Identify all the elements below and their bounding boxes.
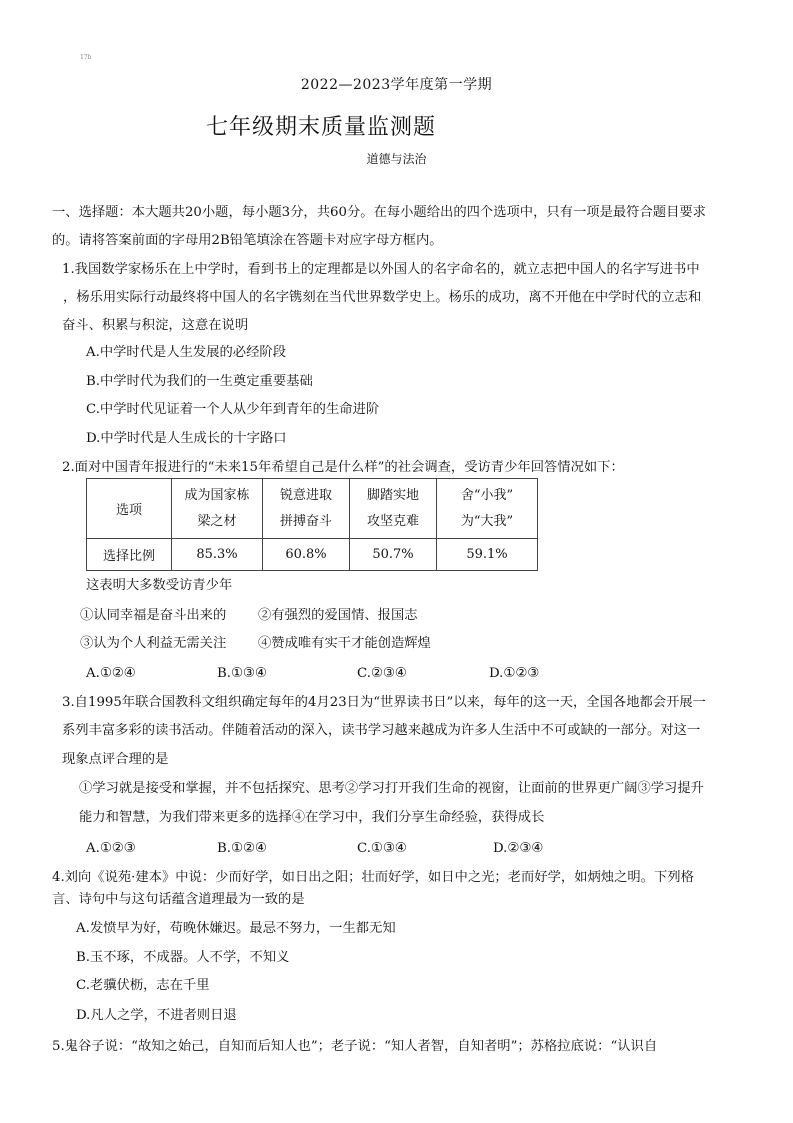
q2-option-d: D.①②③: [489, 666, 540, 681]
q3-stem-line-1: 3.自1995年联合国教科文组织确定每年的4月23日为“世界读书日”以来，每年的这一天，全国各地都会开展一: [62, 695, 706, 710]
q4-option-d: D.凡人之学，不进者则日退: [76, 1008, 237, 1023]
q2-option-c: C.②③④: [357, 666, 407, 681]
survey-column-1-line-2: 梁之材: [197, 513, 237, 529]
q2-statement-1: ①认同幸福是奋斗出来的: [80, 608, 227, 623]
q3-option-a: A.①②③: [86, 841, 136, 856]
section-instruction-line-2: 的。请将答案前面的字母用2B铅笔填涂在答题卡对应字母方框内。: [52, 233, 443, 248]
section-instruction-line-1: 一、选择题：本大题共20小题，每小题3分，共60分。在每小题给出的四个选项中，只有一项是最符合题目要求: [52, 205, 706, 220]
survey-column-2-line-2: 拼搏奋斗: [279, 513, 332, 529]
q2-option-a: A.①②④: [86, 666, 136, 681]
survey-header-row: [87, 479, 538, 539]
school-year-heading: 2022—2023学年度第一学期: [300, 77, 493, 93]
survey-column-4-line-1: 舍“小我”: [460, 487, 514, 503]
survey-column-3: [350, 479, 437, 539]
q3-option-b: B.①②④: [217, 841, 267, 856]
q4-stem-line-1: 4.刘向《说苑·建本》中说：少而好学，如日出之阳；壮而好学，如日中之光；老而好学，如炳烛之明。下列格: [52, 870, 694, 885]
q2-stem: 2.面对中国青年报进行的“未来15年希望自己是什么样”的社会调查，受访青少年回答情况如下：: [62, 460, 624, 475]
q3-option-d: D.②③④: [493, 841, 544, 856]
q4-option-c: C.老骥伏枥，志在千里: [76, 978, 210, 993]
q4-option-b: B.玉不琢，不成器。人不学，不知义: [76, 950, 290, 965]
survey-column-2: [263, 479, 350, 539]
survey-value-1: 85.3%: [172, 539, 263, 571]
q1-option-a: A.中学时代是人生发展的必经阶段: [86, 345, 286, 360]
survey-column-1: [172, 479, 263, 539]
survey-row-label: 选择比例: [87, 539, 172, 571]
q1-stem-line-2: ，杨乐用实际行动最终将中国人的名字镌刻在当代世界数学史上。杨乐的成功，离不开他在中学时代的立志和: [63, 290, 702, 305]
q1-stem-line-3: 奋斗、积累与积淀，这意在说明: [62, 318, 249, 333]
survey-value-2: 60.8%: [263, 539, 350, 571]
survey-column-4-line-2: 为“大我”: [460, 513, 514, 529]
q1-stem-line-1: 1.我国数学家杨乐在上中学时，看到书上的定理都是以外国人的名字命名的，就立志把中国人的名字写进书中: [62, 262, 700, 277]
survey-value-3: 50.7%: [350, 539, 437, 571]
page-mark: 17b: [80, 54, 92, 61]
survey-value-row: [87, 539, 538, 571]
survey-column-3-line-2: 攻坚克难: [366, 513, 419, 529]
subject-label: 道德与法治: [366, 152, 427, 166]
survey-column-3-line-1: 脚踏实地: [366, 487, 419, 503]
survey-column-4: [437, 479, 538, 539]
q2-statement-2: ②有强烈的爱国情、报国志: [258, 608, 418, 623]
q3-option-c: C.①③④: [357, 841, 407, 856]
q3-stem-line-3: 现象点评合理的是: [62, 752, 169, 767]
q4-option-a: A.发愤早为好，苟晚休嫌迟。最忌不努力，一生都无知: [76, 921, 396, 936]
survey-table: [86, 478, 538, 571]
survey-value-4: 59.1%: [437, 539, 538, 571]
q1-option-b: B.中学时代为我们的一生奠定重要基础: [86, 374, 313, 389]
survey-column-1-line-1: 成为国家栋: [184, 487, 250, 503]
q1-option-d: D.中学时代是人生成长的十字路口: [86, 431, 287, 446]
q1-option-c: C.中学时代见证着一个人从少年到青年的生命进阶: [86, 402, 380, 417]
q2-statement-3: ③认为个人利益无需关注: [80, 636, 227, 651]
survey-column-2-line-1: 锐意进取: [279, 487, 332, 503]
q2-lead: 这表明大多数受访青少年: [86, 578, 233, 593]
q3-statement-line-2: 能力和智慧，为我们带来更多的选择④在学习中，我们分享生命经验，获得成长: [79, 810, 545, 825]
q4-stem-line-2: 言、诗句中与这句话蕴含道理最为一致的是: [52, 892, 305, 907]
q2-option-b: B.①③④: [217, 666, 267, 681]
survey-header-label: 选项: [87, 479, 172, 539]
q3-stem-line-2: 系列丰富多彩的读书活动。伴随着活动的深入，读书学习越来越成为许多人生活中不可或缺的一部分。对这一: [62, 723, 701, 738]
q2-statement-4: ④赞成唯有实干才能创造辉煌: [258, 636, 431, 651]
q5-stem-line-1: 5.鬼谷子说：“故知之始己，自知而后知人也”；老子说：“知人者智，自知者明”；苏格拉底说：“认识自: [52, 1039, 658, 1054]
exam-title: 七年级期末质量监测题: [206, 115, 437, 140]
q3-statement-line-1: ①学习就是接受和掌握，并不包括探究、思考②学习打开我们生命的视窗，让面前的世界更广阔③学习提升: [79, 781, 704, 796]
